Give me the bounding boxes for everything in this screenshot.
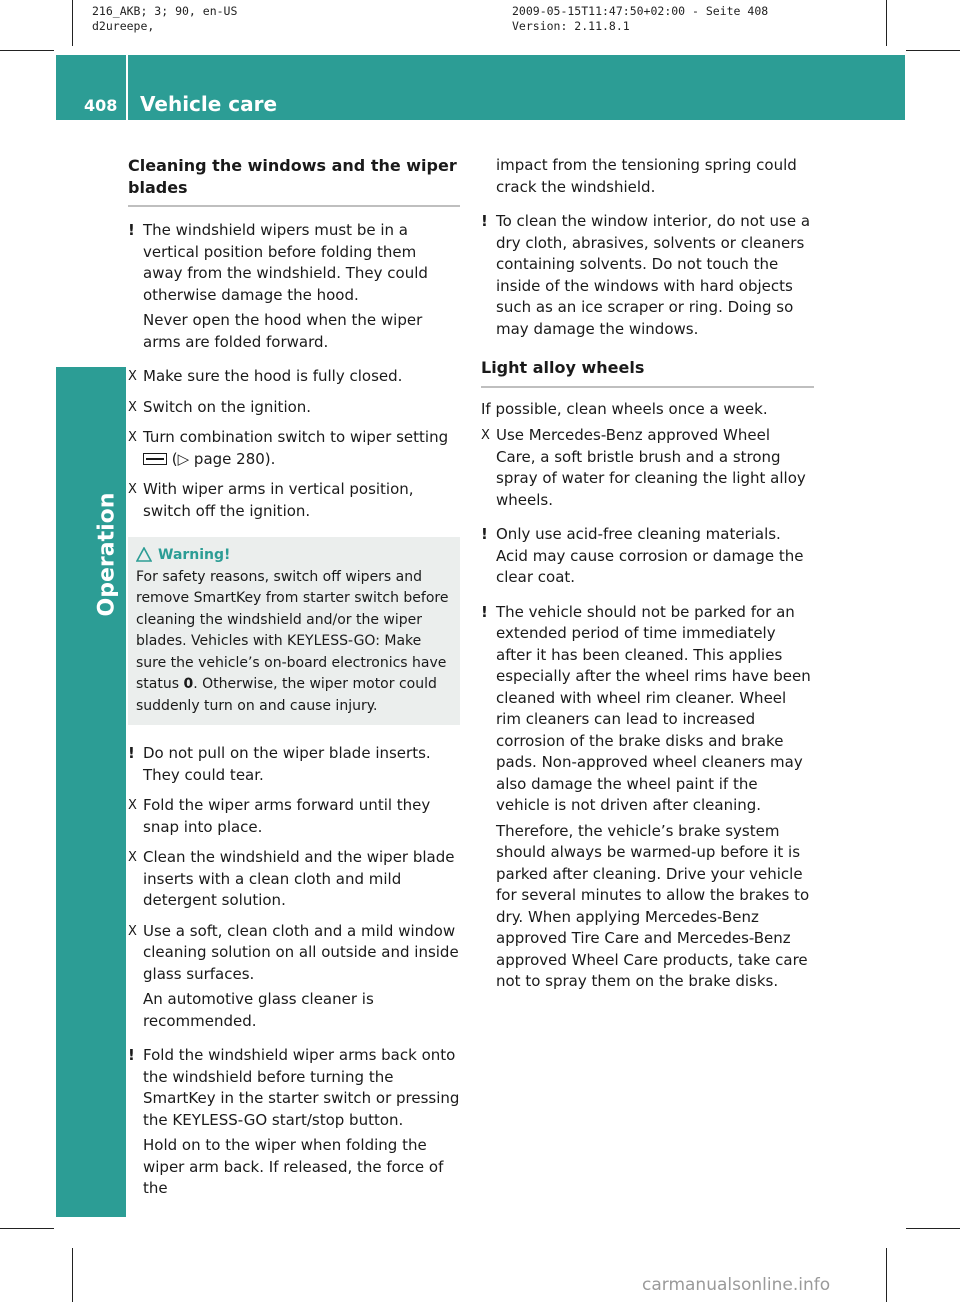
step-text: Make sure the hood is fully closed. — [143, 367, 403, 385]
watermark-link[interactable]: carmanualsonline.info — [642, 1275, 831, 1295]
note-marker: ! — [128, 1046, 135, 1064]
crop-mark — [906, 50, 960, 51]
note — [481, 602, 814, 993]
note — [481, 524, 814, 589]
step-text — [143, 427, 460, 470]
step-marker-icon: X — [128, 923, 137, 939]
note-text: Therefore, the vehicle’s brake system should always be warmed-up before it is parked after cleaning. Drive your vehicle for several minutes to allow the brakes to dry. When applying Mercedes-Benz approved Tire Care and Mercedes-Benz approved Wheel Care products, take care not to spray them on the brake disks. — [496, 821, 810, 990]
crop-mark — [886, 1248, 887, 1302]
step-marker-icon: X — [481, 428, 490, 443]
step-marker-icon: X — [128, 399, 137, 415]
meta-line: d2ureepe, — [92, 19, 155, 33]
step — [128, 366, 460, 388]
step-text: Use Mercedes-Benz approved Wheel Care, a soft bristle brush and a strong spray of water for cleaning the light alloy wheels. — [496, 426, 806, 509]
meta-line: 216_AKB; 3; 90, en-US — [92, 4, 238, 18]
crop-mark — [886, 0, 887, 46]
step-marker-icon: X — [128, 369, 137, 384]
note-marker: ! — [128, 744, 135, 762]
section-heading: Light alloy wheels — [481, 357, 814, 388]
step — [128, 795, 460, 838]
step-marker-icon: X — [128, 482, 137, 497]
column-left — [128, 155, 460, 1200]
crop-mark — [906, 1228, 960, 1229]
note-marker: ! — [481, 602, 488, 621]
note — [128, 220, 460, 353]
page-reference-link[interactable]: (▷ page 280). — [171, 449, 276, 468]
intro-text: If possible, clean wheels once a week. — [481, 399, 768, 418]
step-text: Clean the windshield and the wiper blade inserts with a clean cloth and mild detergent solution. — [143, 848, 455, 909]
column-right — [481, 155, 814, 993]
note — [481, 211, 814, 340]
warning-box — [128, 537, 460, 725]
warning-status-value: 0 — [183, 676, 194, 692]
step — [128, 847, 460, 912]
step-text: Use a soft, clean cloth and a mild window cleaning solution on all outside and inside glass surfaces. — [143, 921, 459, 983]
step — [481, 425, 814, 511]
step-text: An automotive glass cleaner is recommended. — [143, 990, 374, 1030]
page-number: 408 — [84, 96, 118, 115]
note-text: To clean the window interior, do not use a dry cloth, abrasives, solvents or cleaners containing solvents. Do not touch the inside of the windows with hard objects such as an ice scraper or ring. Doing so may damage the windows. — [496, 212, 811, 338]
meta-line: Version: 2.11.8.1 — [512, 19, 630, 33]
crop-mark — [0, 1228, 54, 1229]
step — [128, 427, 460, 470]
note-text: Only use acid-free cleaning materials. Acid may cause corrosion or damage the clear coat. — [496, 525, 804, 586]
note-text: The vehicle should not be parked for an extended period of time immediately after it has been cleaned. This applies especially after the wheel rims have been cleaned with wheel rim cleaner. Wheel rim cleaners can lead to increased corrosion of the brake disks and brake pads. Non-approved wheel cleaners may also damage the wheel paint if the vehicle is not driven after cleaning. — [496, 602, 811, 814]
step — [128, 921, 460, 1033]
step — [128, 397, 460, 419]
step — [128, 479, 460, 522]
meta-left — [92, 4, 237, 34]
note-text: Fold the windshield wiper arms back onto the windshield before turning the SmartKey in the starter switch or pressing the KEYLESS-GO start/stop button. — [143, 1046, 460, 1129]
meta-line: 2009-05-15T11:47:50+02:00 - Seite 408 — [512, 4, 769, 18]
note-marker: ! — [481, 525, 488, 543]
continued-text — [481, 155, 814, 198]
note-text: Do not pull on the wiper blade inserts. They could tear. — [143, 744, 431, 784]
wiper-setting-icon — [143, 453, 167, 465]
note-text: impact from the tensioning spring could crack the windshield. — [496, 156, 797, 196]
note-text: Hold on to the wiper when folding the wiper arm back. If released, the force of the — [143, 1136, 444, 1197]
note — [128, 1045, 460, 1200]
step-marker-icon: X — [128, 430, 137, 445]
warning-text-part: . Otherwise, the wiper motor could suddenly turn on and cause injury. — [136, 676, 437, 714]
step-text: With wiper arms in vertical position, switch off the ignition. — [143, 480, 414, 520]
warning-text — [136, 567, 452, 718]
crop-mark — [72, 1248, 73, 1302]
warning-title — [136, 545, 452, 567]
step-marker-icon: X — [128, 798, 137, 813]
warning-text-part: For safety reasons, switch off wipers and remove SmartKey from starter switch before cleaning the windshield and/or the wiper blades. Vehicles with KEYLESS-GO: Make sure the vehicle’s on-board electronics have status — [136, 568, 449, 692]
step-text-part: Turn combination switch to wiper setting — [143, 428, 449, 446]
step-text: Switch on the ignition. — [143, 397, 312, 416]
crop-mark — [72, 0, 73, 46]
note — [128, 743, 460, 786]
section-title: Vehicle care — [140, 92, 278, 116]
side-tab-label: Operation — [94, 492, 120, 617]
meta-right — [512, 4, 768, 34]
note-text: Never open the hood when the wiper arms are folded forward. — [143, 311, 423, 351]
step-marker-icon: X — [128, 850, 137, 865]
crop-mark — [0, 50, 54, 51]
note-marker: ! — [128, 221, 135, 239]
note-text: The windshield wipers must be in a vertical position before folding them away from the windshield. They could otherwise damage the hood. — [143, 221, 428, 304]
warning-title-text: Warning! — [158, 547, 231, 563]
step-text: Fold the wiper arms forward until they snap into place. — [143, 796, 431, 836]
note-marker: ! — [481, 212, 488, 230]
warning-triangle-icon — [136, 547, 152, 570]
section-heading: Cleaning the windows and the wiper blades — [128, 155, 460, 207]
